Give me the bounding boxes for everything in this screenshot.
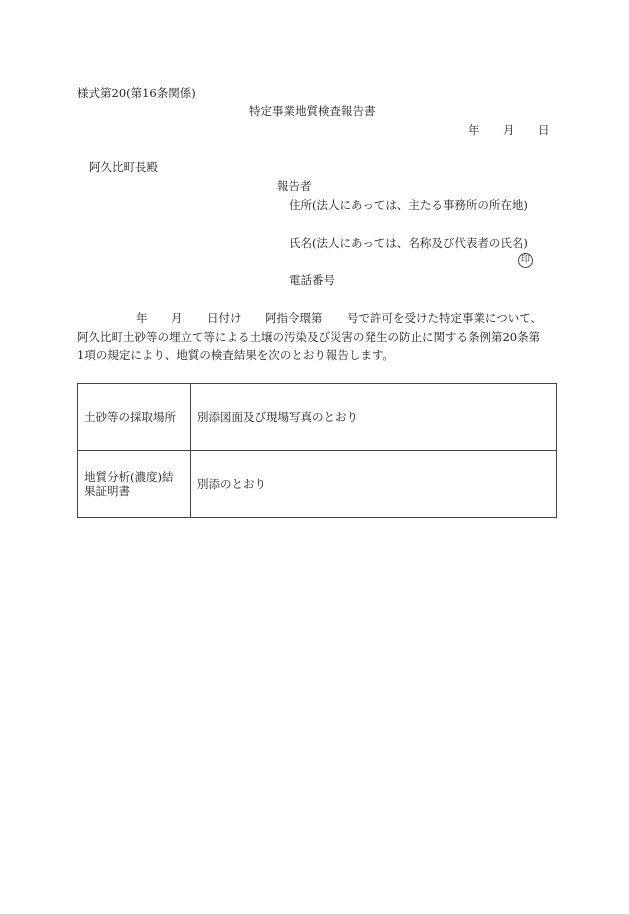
date-month: 月	[503, 123, 515, 137]
body-day-suffix: 日付け	[207, 311, 242, 325]
table-row	[78, 384, 557, 451]
document-title: 特定事業地質検査報告書	[249, 104, 376, 118]
report-table	[77, 383, 557, 518]
date-year: 年	[468, 123, 480, 137]
address-label: 住所(法人にあっては、主たる事務所の所在地)	[289, 198, 528, 212]
seal-icon: 印	[518, 253, 533, 268]
reporter-heading: 報告者	[277, 179, 312, 193]
row-label-analysis-certificate: 地質分析(濃度)結果証明書	[78, 451, 191, 518]
permit-suffix: 号で許可を受けた特定事業について、	[347, 311, 543, 325]
form-number: 様式第20(第16条関係)	[77, 86, 196, 100]
body-month: 月	[171, 311, 183, 325]
body-line-3: 1項の規定により、地質の検査結果を次のとおり報告します。	[77, 348, 394, 362]
name-label: 氏名(法人にあっては、名称及び代表者の氏名)	[289, 236, 528, 250]
permit-prefix: 阿指令環第	[265, 311, 323, 325]
addressee: 阿久比町長殿	[89, 160, 158, 174]
date-day: 日	[538, 123, 550, 137]
table-row	[78, 451, 557, 518]
row-value-analysis-certificate: 別添のとおり	[191, 451, 557, 518]
phone-label: 電話番号	[289, 273, 335, 287]
row-value-collection-site: 別添図面及び現場写真のとおり	[191, 384, 557, 451]
body-year: 年	[136, 311, 148, 325]
body-line-2: 阿久比町土砂等の埋立て等による土壌の汚染及び災害の発生の防止に関する条例第20条第	[77, 330, 541, 344]
row-label-collection-site: 土砂等の採取場所	[78, 384, 191, 451]
